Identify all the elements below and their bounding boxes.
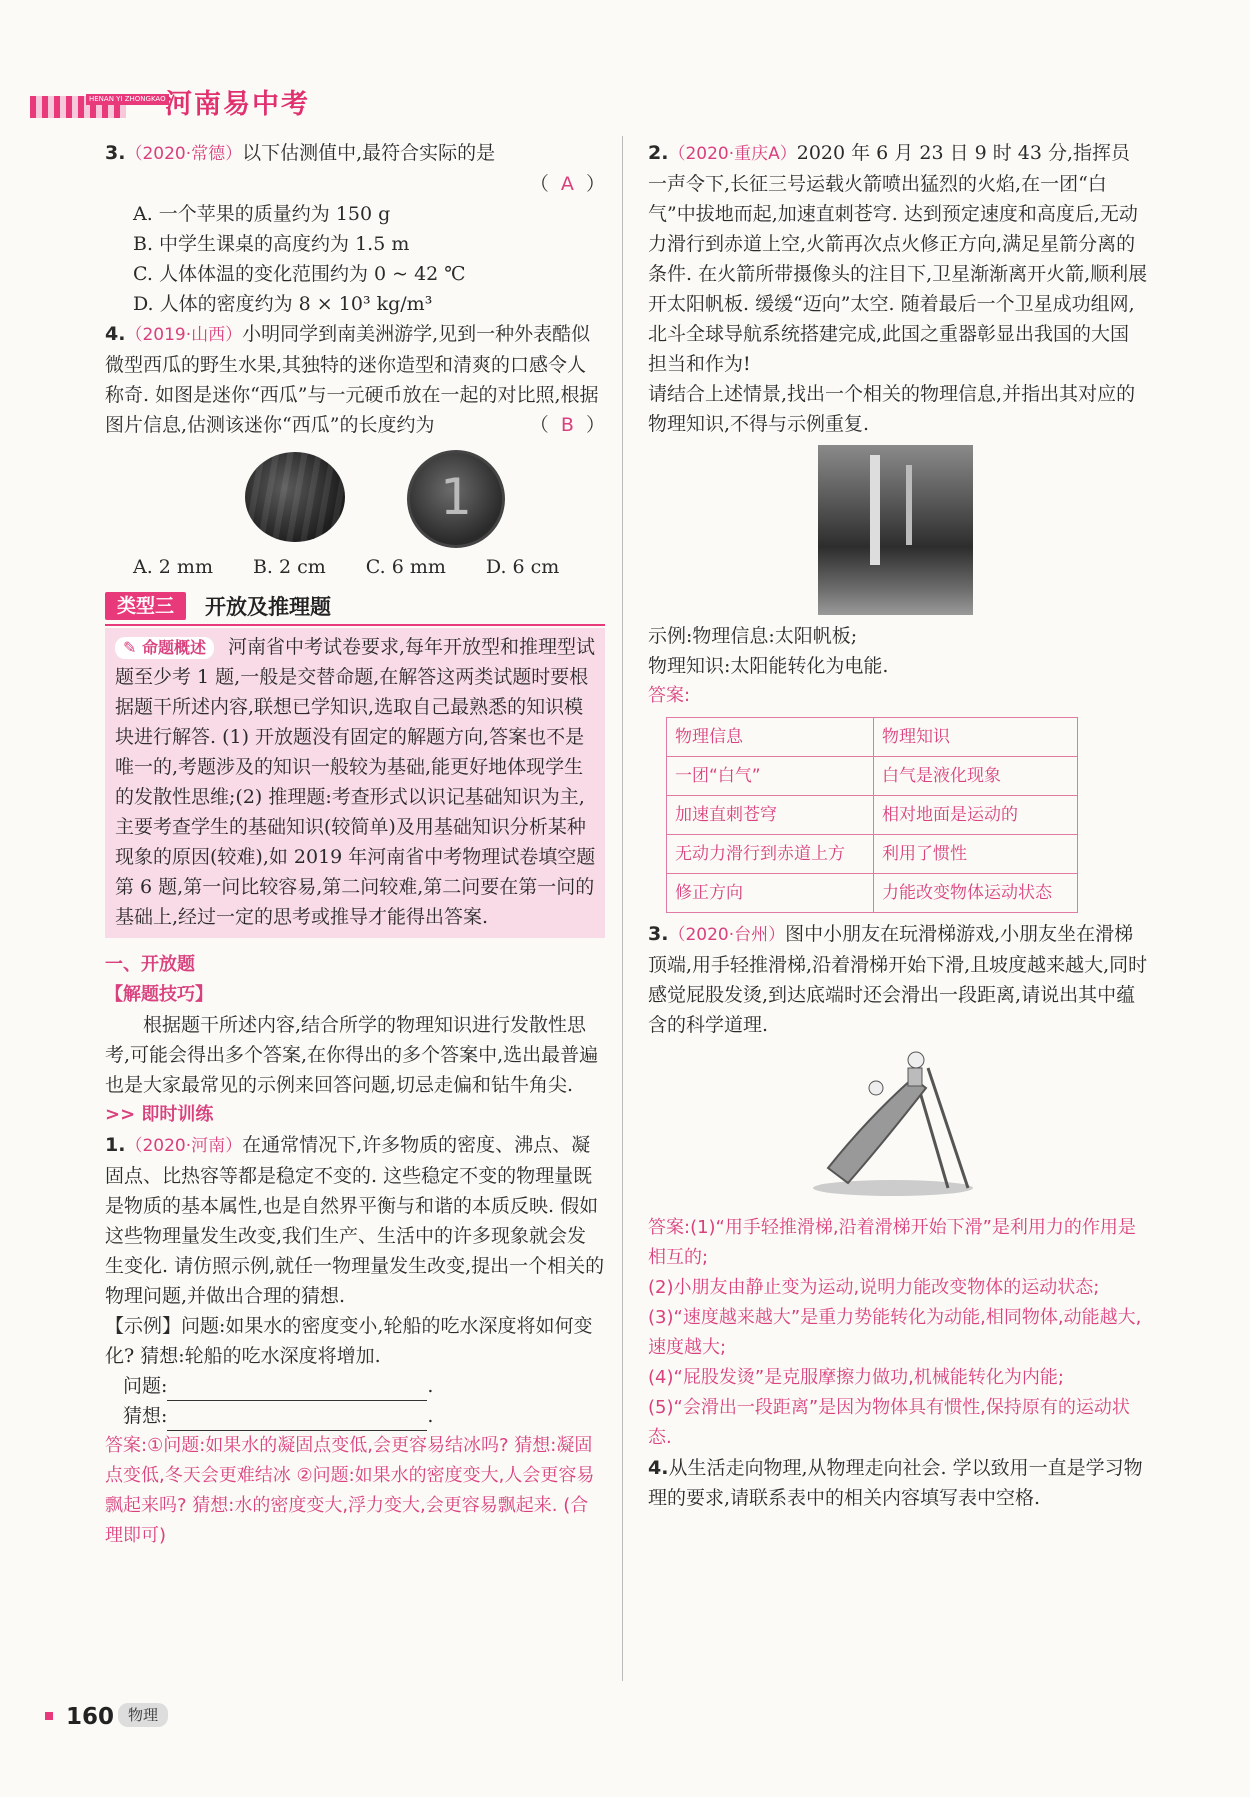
example-text: 【示例】问题:如果水的密度变小,轮船的吃水深度将如何变化? 猜想:轮船的吃水深度将增加.: [105, 1315, 593, 1367]
section-tag: 类型三: [105, 592, 186, 620]
options-row: [105, 552, 605, 582]
overview-box: [105, 628, 605, 938]
tip-text: 根据题干所述内容,结合所学的物理知识进行发散性思考,可能会得出多个答案,在你得出的多个答案中,选出最普遍也是大家最常见的示例来回答问题,切忌走偏和钻牛角尖.: [105, 1014, 599, 1096]
overview-tag: ✎ 命题概述: [115, 637, 214, 659]
right-column: [648, 138, 1148, 1513]
table-cell: 一团“白气”: [667, 757, 874, 796]
table-cell: 相对地面是运动的: [874, 796, 1078, 835]
practice-4: [648, 1453, 1148, 1513]
question-source: （2020·重庆A）: [668, 144, 797, 164]
table-row: [667, 874, 1078, 913]
option-b: B. 中学生课桌的高度约为 1.5 m: [133, 233, 410, 255]
header-en: HENAN YI ZHONGKAO: [86, 94, 169, 105]
subsection-title: 一、开放题: [105, 954, 195, 975]
table-row: [667, 835, 1078, 874]
question-number: 4.: [105, 323, 126, 345]
answer-line: (2)小朋友由静止变为运动,说明力能改变物体的运动状态;: [648, 1277, 1100, 1298]
overview-text: 河南省中考试卷要求,每年开放型和推理型试题至少考 1 题,一般是交替命题,在解答这两类试题时要根据题干所述内容,联想已学知识,选取自己最熟悉的知识模块进行解答. (1) 开放题没有固定的解题方向,答案也不是唯一的,考题涉及的知识一般较为基础,能更好地体现学生的发散性思维;(2) 推理题:考查形式以识记基础知识为主,主要考查学生的基础知识(较简单)及用基础知识分析某种现象的原因(较难),如 2019 年河南省中考物理试卷填空题第 6 题,第一问比较容易,第二问较难,第二问要在第一问的基础上,经过一定的思考或推导才能得出答案.: [115, 636, 596, 928]
section-header: [105, 590, 605, 626]
question-stem: 图中小朋友在玩滑梯游戏,小朋友坐在滑梯顶端,用手轻推滑梯,沿着滑梯开始下滑,且坡度越来越大,同时感觉屁股发烫,到达底端时还会滑出一段距离,请说出其中蕴含的科学道理.: [648, 923, 1148, 1036]
question-number: 3.: [648, 923, 669, 945]
practice-1: 1.（2020·河南）在通常情况下,许多物质的密度、沸点、凝固点、比热容等都是稳定不变的. 这些稳定不变的物理量既是物质的基本属性,也是自然界平衡与和谐的本质反映. 假如这些物理量发生改变,我们生产、生活中的许多现象就会发生变化. 请仿照示例,就任一物理量发生改变,提出一个相关的物理问题,并做出合理的猜想. 【示例】问题:如果水的密度变小,轮船的吃水深度将如何变化? 猜想:轮船的吃水深度将增加. 问题: . 猜想: . 答案:①问题:如果水的凝固点变低,会更容易结冰吗? 猜想:凝固点变低,冬天会更难结冰 ②问题:如果水的密度变大,人会更容易飘起来吗? 猜想:水的密度变大,浮力变大,会更容易飘起来. (合理即可): [105, 1130, 605, 1551]
guess-label: 猜想:: [123, 1405, 168, 1427]
section-title: 开放及推理题: [205, 595, 331, 619]
question-4: [105, 319, 605, 582]
question-number: 4.: [648, 1457, 669, 1479]
example-info: 示例:物理信息:太阳帆板;: [648, 625, 858, 647]
option-c: C. 6 mm: [365, 556, 446, 578]
question-stem: 小明同学到南美洲游学,见到一种外表酷似微型西瓜的野生水果,其独特的迷你造型和清爽的口感令人称奇. 如图是迷你“西瓜”与一元硬币放在一起的对比照,根据图片信息,估测该迷你“西瓜”的长度约为: [105, 323, 599, 436]
question-ask: 请结合上述情景,找出一个相关的物理信息,并指出其对应的物理知识,不得与示例重复.: [648, 383, 1136, 435]
answer-bracket: （ B ）: [529, 414, 605, 436]
slide-illustration: [808, 1048, 973, 1198]
answer-choice: B: [560, 414, 574, 436]
option-d: D. 人体的密度约为 8 × 10³ kg/m³: [133, 293, 433, 315]
answer-text: 答案:①问题:如果水的凝固点变低,会更容易结冰吗? 猜想:凝固点变低,冬天会更难结冰 ②问题:如果水的密度变大,人会更容易飘起来吗? 猜想:水的密度变大,浮力变大,会更容易飘起来. (合理即可): [105, 1435, 595, 1546]
table-cell: 修正方向: [667, 874, 874, 913]
option-a: A. 2 mm: [133, 556, 213, 578]
question-number: 1.: [105, 1134, 126, 1156]
answer-line: (5)“会滑出一段距离”是因为物体具有惯性,保持原有的运动状态.: [648, 1397, 1130, 1448]
option-d: D. 6 cm: [485, 556, 560, 578]
answer-bracket: （ A ）: [529, 173, 605, 195]
question-source: （2020·台州）: [668, 925, 786, 945]
brand-title: 河南易中考: [165, 89, 310, 120]
table-row: [667, 757, 1078, 796]
page-number: 160: [66, 1704, 115, 1730]
practice-title: >> 即时训练: [105, 1104, 214, 1125]
table-cell: 利用了惯性: [874, 835, 1078, 874]
subject-badge: 物理: [118, 1703, 168, 1727]
table-cell: 加速直刺苍穹: [667, 796, 874, 835]
question-number: 2.: [648, 142, 669, 164]
table-cell: 白气是液化现象: [874, 757, 1078, 796]
table-cell: 无动力滑行到赤道上方: [667, 835, 874, 874]
answer-line: (4)“屁股发烫”是克服摩擦力做功,机械能转化为内能;: [648, 1367, 1064, 1388]
table-header: 物理知识: [874, 718, 1078, 757]
table-header: 物理信息: [667, 718, 874, 757]
question-3: [105, 138, 605, 319]
answer-line: (3)“速度越来越大”是重力势能转化为动能,相同物体,动能越大,速度越大;: [648, 1307, 1142, 1358]
question-label: 问题:: [123, 1375, 168, 1397]
question-number: 3.: [105, 142, 126, 164]
question-stem: 以下估测值中,最符合实际的是: [242, 142, 496, 164]
answer-table: [666, 717, 1078, 913]
answer-line: 答案:(1)“用手轻推滑梯,沿着滑梯开始下滑”是利用力的作用是相互的;: [648, 1217, 1136, 1268]
question-source: （2019·山西）: [125, 325, 243, 345]
melon-coin-photo: [105, 448, 605, 548]
option-a: A. 一个苹果的质量约为 150 g: [133, 203, 391, 225]
column-divider: [622, 136, 623, 1681]
table-row: [667, 796, 1078, 835]
practice-2: [648, 138, 1148, 913]
question-stem: 2020 年 6 月 23 日 9 时 43 分,指挥员一声令下,长征三号运载火箭喷出猛烈的火焰,在一团“白气”中拔地而起,加速直刺苍穹. 达到预定速度和高度后,无动力滑行到赤道上空,火箭再次点火修正方向,满足星箭分离的条件. 在火箭所带摄像头的注目下,卫星渐渐离开火箭,顺利展开太阳帆板. 缓缓“迈向”太空. 随着最后一个卫星成功组网,北斗全球导航系统搭建完成,此国之重器彰显出我国的大国担当和作为!: [648, 142, 1148, 375]
option-b: B. 2 cm: [252, 556, 326, 578]
practice-3: [648, 919, 1148, 1453]
question-stem: 从生活走向物理,从物理走向社会. 学以致用一直是学习物理的要求,请联系表中的相关内容填写表中空格.: [648, 1457, 1143, 1509]
tip-title: 【解题技巧】: [105, 984, 213, 1005]
question-source: （2020·常德）: [125, 144, 243, 164]
guess-blank[interactable]: [167, 1410, 427, 1431]
answer-choice: A: [560, 173, 574, 195]
question-stem: 在通常情况下,许多物质的密度、沸点、凝固点、比热容等都是稳定不变的. 这些稳定不变的物理量既是物质的基本属性,也是自然界平衡与和谐的本质反映. 假如这些物理量发生改变,我们生产、生活中的许多现象就会发生变化. 请仿照示例,就任一物理量发生改变,提出一个相关的物理问题,并做出合理的猜想.: [105, 1134, 605, 1307]
coin-image: [407, 450, 505, 548]
example-knowledge: 物理知识:太阳能转化为电能.: [648, 655, 889, 677]
answer-label: 答案:: [648, 685, 691, 706]
option-c: C. 人体体温的变化范围约为 0 ~ 42 ℃: [133, 263, 466, 285]
question-source: （2020·河南）: [125, 1136, 243, 1156]
mini-watermelon-image: [245, 452, 345, 542]
coin-digit: 1: [440, 468, 472, 526]
question-blank[interactable]: [167, 1380, 427, 1401]
table-header-row: [667, 718, 1078, 757]
left-column: [105, 138, 605, 1551]
footer-dot: [45, 1712, 53, 1720]
table-cell: 力能改变物体运动状态: [874, 874, 1078, 913]
rocket-launch-photo: [818, 445, 973, 615]
